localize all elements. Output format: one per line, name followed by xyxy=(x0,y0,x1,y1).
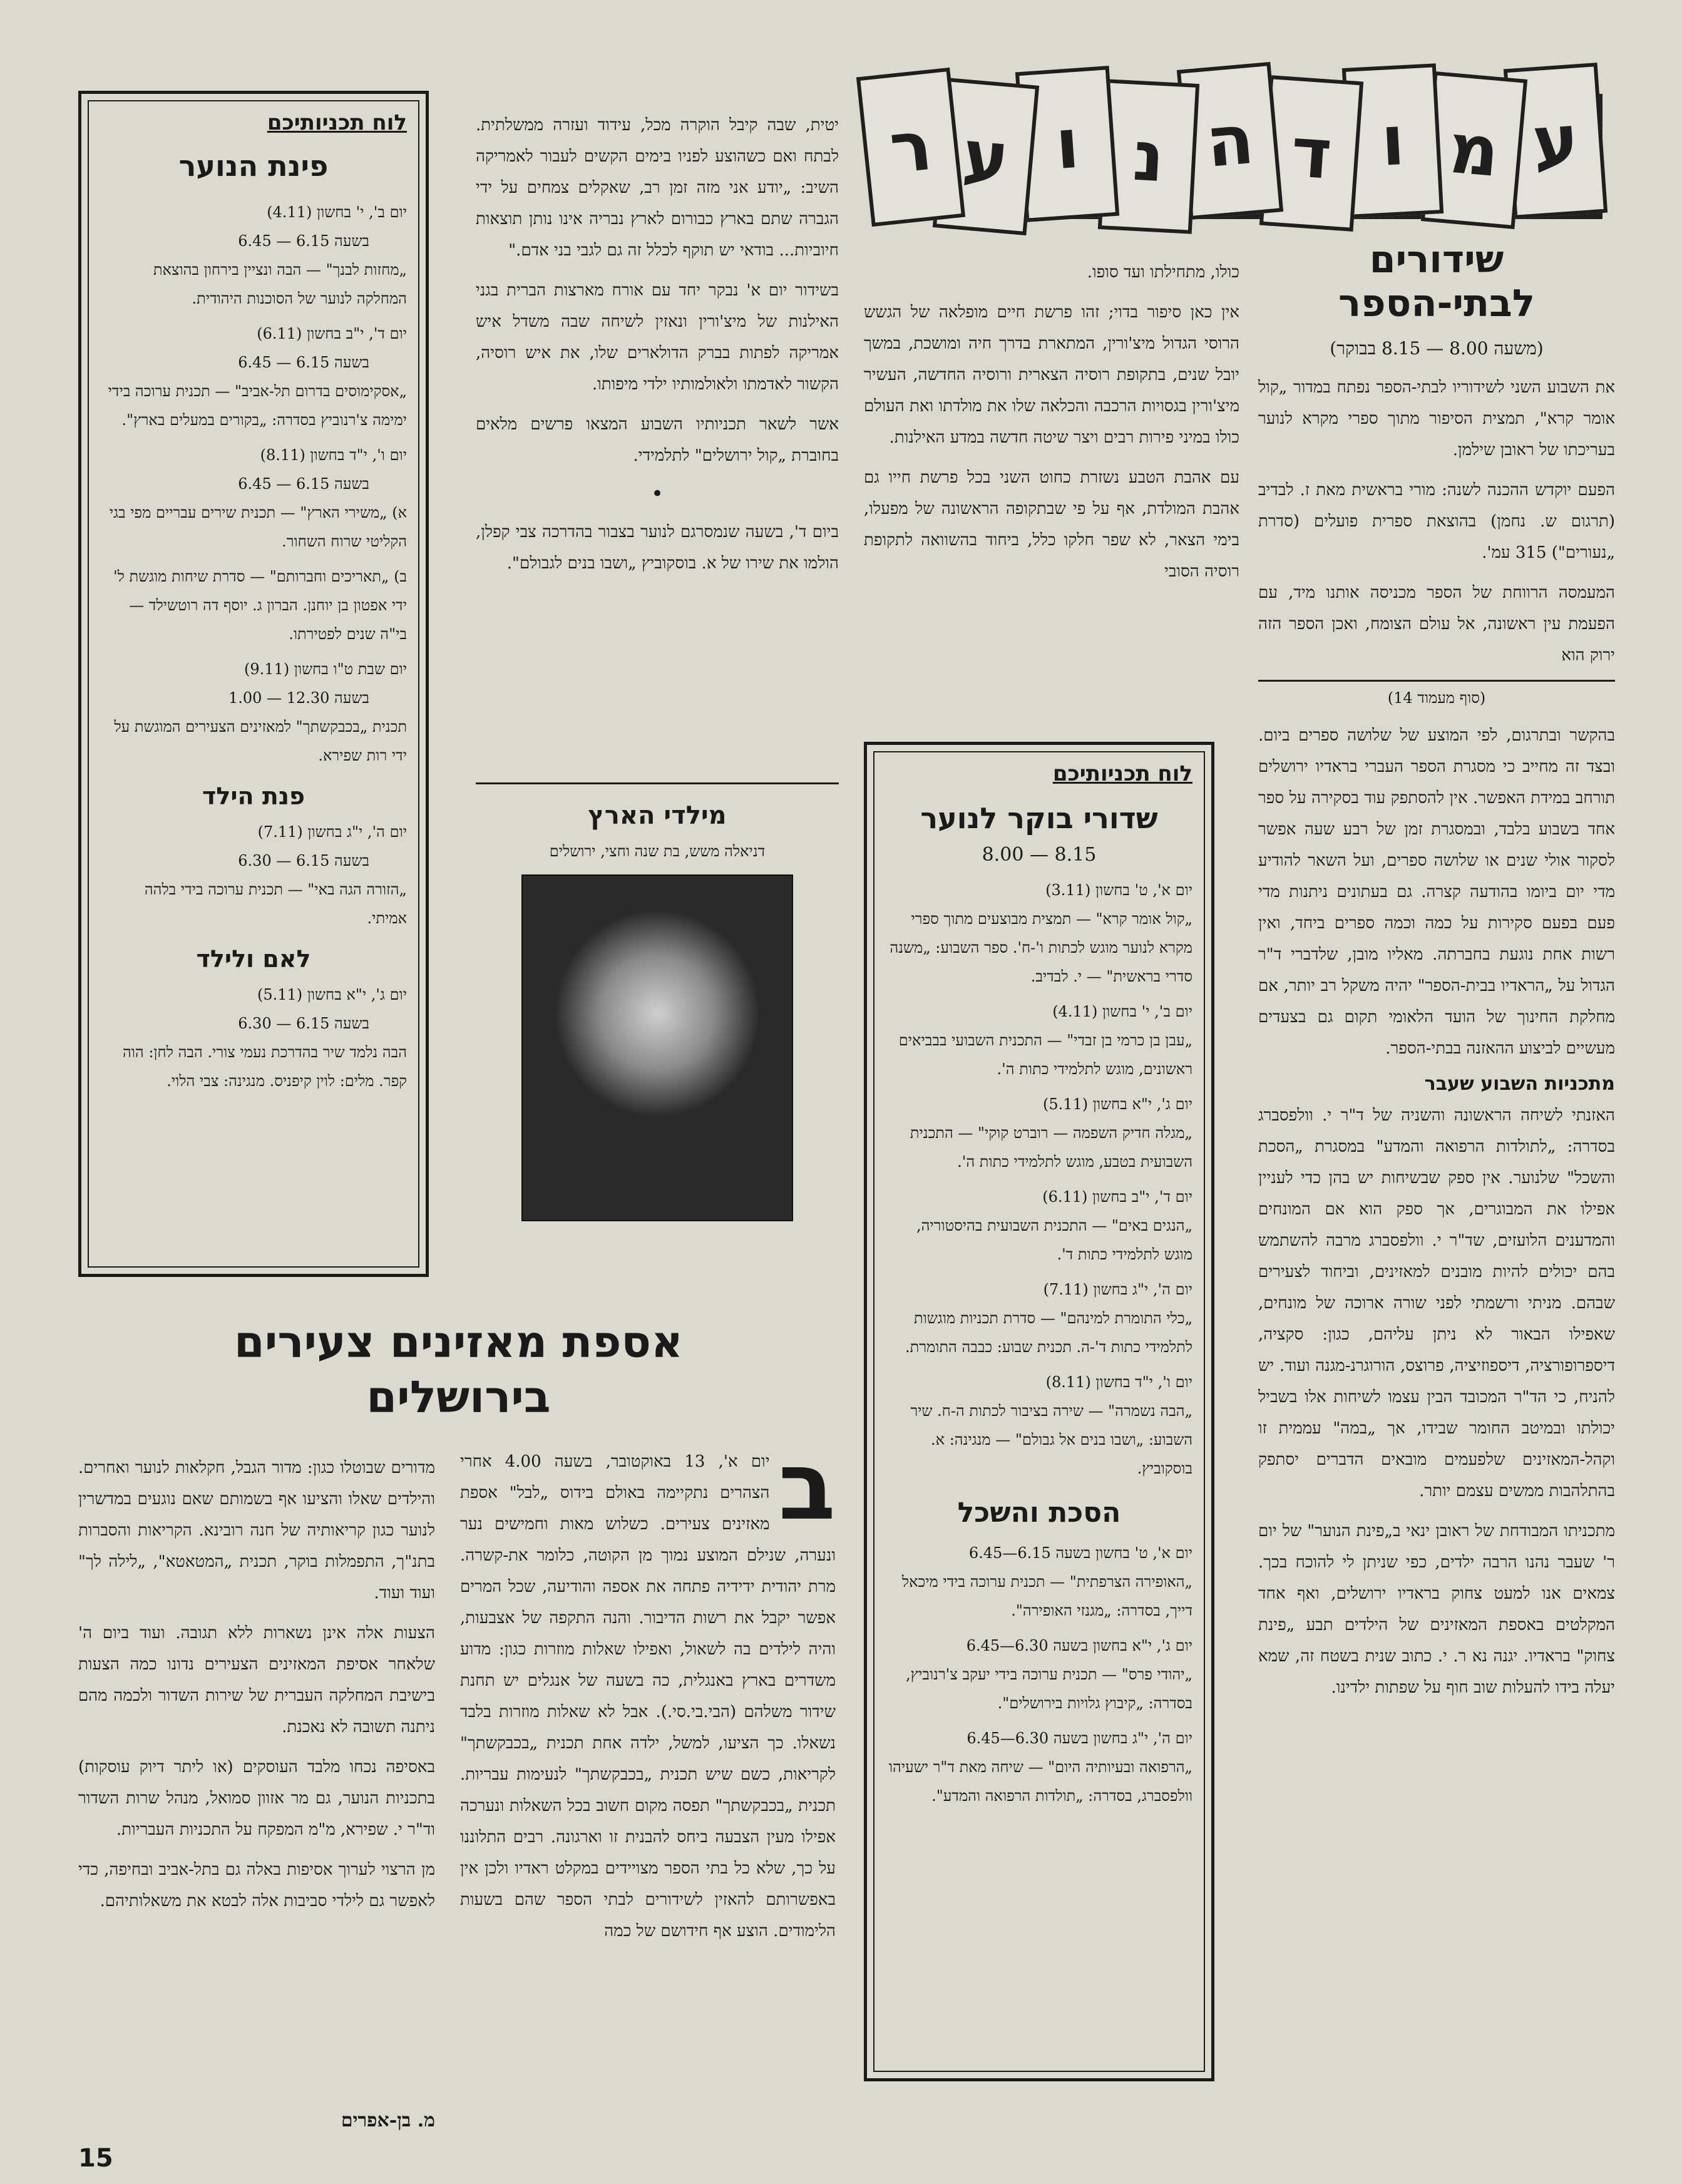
child-corner-title: פנת הילד xyxy=(202,782,305,810)
entry-text: „קול אומר קרא" — תמצית מבוצעים מתוך ספרי מקרא לנוער מוגש לכתות ו'-ח'. ספר השבוע: „משנה סדרי בראשית" — י. לבדיב. xyxy=(890,910,1192,985)
entry-text: תכנית „בכבקשתך" למאזינים הצעירים המוגשת על ידי רות שפירא. xyxy=(114,718,407,764)
entry-time: בשעה 6.15 — 6.45 xyxy=(238,354,369,371)
entry-text: „אסקימוסים בדרום תל-אביב" — תכנית ערוכה בידי ימימה צ'רנוביץ בסדרה: „בקורים במעלים בארץ". xyxy=(108,382,407,429)
program-entry xyxy=(100,818,407,933)
assembly-article-col1 xyxy=(460,1446,836,2122)
children-heading: מילדי הארץ xyxy=(588,801,727,830)
entry-date: יום ה', י"ג בחשון (7.11) xyxy=(1043,1281,1192,1298)
program-entry xyxy=(100,980,407,1095)
school-broadcasts-column xyxy=(1258,232,1615,2097)
entry-text: „הזורה הגה באי" — תכנית ערוכה בידי בלהה אמיתי. xyxy=(144,881,407,927)
entry-date: יום א', ט' בחשון בשעה 6.15—6.45 xyxy=(968,1544,1192,1562)
paragraph: בשידור יום א' נבקר יחד עם אורח מארצות הברית בגני האילנות של מיצ'ורין ונאזין לשיחה שבה משדל איש אמריקה לפתות בברק הדולארים שלו, את איש רוסיה, הקשור לאדמתו ולאולמותיו ילדי מיפותו. xyxy=(476,281,839,394)
program-entry xyxy=(886,1724,1192,1810)
book-review-continued xyxy=(864,257,1239,732)
entry-text: „האופירה הצרפתית" — תכנית ערוכה בידי מיכאל דייך, בסדרה: „מגנזי האופירה". xyxy=(901,1573,1192,1619)
author-signature: מ. בן-אפרים xyxy=(341,2110,435,2131)
entry-time: בשעה 6.15 — 6.30 xyxy=(238,852,369,869)
entry-date: יום ה', י"ג בחשון (7.11) xyxy=(257,823,407,841)
entry-time: בשעה 6.15 — 6.45 xyxy=(238,232,369,250)
entry-text: „מגלה חדיק השפמה — רוברט קוקי" — התכנית השבועית בטבע, מוגש לתלמידי כתות ה'. xyxy=(910,1124,1192,1171)
program-entry xyxy=(100,319,407,434)
program-entry xyxy=(100,441,407,556)
entry-text: הבה נלמד שיר בהדרכת נעמי צורי. הבה לחן: הוה קפר. מלים: לוין קיפניס. מנגינה: צבי הלוי. xyxy=(122,1043,407,1090)
entry-text: „הנגים באים" — התכנית השבועית בהיסטוריה, מוגש לתלמידי כתות ד'. xyxy=(916,1217,1192,1263)
entry-time: בשעה 6.15 — 6.30 xyxy=(238,1015,369,1032)
box-header: לוח תכניותיכם xyxy=(267,110,407,135)
banner-letter: נ xyxy=(1098,79,1199,234)
entry-date: יום ד', י"ב בחשון (6.11) xyxy=(257,325,407,342)
youth-corner-title: פינת הנוער xyxy=(178,149,329,183)
drop-cap: ב xyxy=(778,1446,836,1541)
entry-text: „הבה נשמרה" — שירה בציבור לכתות ה-ח. שיר השבוע: „ושבו בנים אל גבולם" — מנגינה: א. בוסקוביץ. xyxy=(910,1402,1192,1477)
photo-caption: דניאלה משש, בת שנה וחצי, ירושלים xyxy=(549,843,766,860)
youth-corner-box xyxy=(78,91,429,1277)
paragraph: אין כאן סיפור בדוי; זהו פרשת חיים מופלאה של הגשש הרוסי הגדול מיצ'ורין, המתארת בדרך חיה ומושכת, במשך יובל שנים, בתקופת רוסיה הצארית ורוסיה החדשה, העשיר מיצ'ורין בגסויות הרכבה והכלאה שלו את מולדתו ואת העולם כולו במיני פירות רבים ויצר שיטה חדשה במדע האילנות. xyxy=(864,303,1239,447)
entry-date: יום ו', י"ד בחשון (8.11) xyxy=(260,446,407,464)
banner-letter: ר xyxy=(856,68,965,227)
michurin-article-column xyxy=(476,110,839,767)
bullet-separator: • xyxy=(650,481,664,506)
entry-date: יום א', ט' בחשון (3.11) xyxy=(1045,881,1192,899)
entry-date: יום ג', י"א בחשון (5.11) xyxy=(1042,1095,1192,1113)
entry-text: ב) „תאריכים וחברותם" — סדרת שיחות מוגשת ל' ידי אפטון בן יוחנן. הברון ג. יוסף דה רוטשילד — בי"ה שנים לפטירתו. xyxy=(113,568,407,643)
paragraph: הצעות אלה אינן נשארות ללא תגובה. ועוד ביום ה' שלאחר אסיפת המאזינים הצעירים נדונו כמה הצעות בישיבת המחלקה העברית של שירות השדור ולכמה מהם ניתנה תשובה לא נאכנת. xyxy=(78,1624,435,1736)
entry-date: יום ה', י"ג בחשון בשעה 6.30—6.45 xyxy=(967,1730,1192,1747)
morning-box-time: 8.00 — 8.15 xyxy=(982,844,1097,866)
children-of-the-land-section xyxy=(476,795,839,1271)
program-entry xyxy=(886,1275,1192,1361)
entry-text: „הרפואה ובעיותיה היום" — שיחה מאת ד"ר ישעיהו וולפסברג, בסדרה: „תולדות הרפואה והמדע". xyxy=(888,1758,1192,1805)
program-entry xyxy=(886,997,1192,1084)
entry-date: יום ג', י"א בחשון (5.11) xyxy=(257,986,407,1003)
paragraph: כולו, מתחילתו ועד סופו. xyxy=(1087,263,1239,282)
paragraph: בהקשר ובתרגום, לפי המוצע של שלושה ספרים ביום. ובצד זה מחייב כי מסגרת הספר העברי בראדיו ירושלים תורחב במידת האפשר. אין להסתפק עוד בסקירה על ספר אחד בשבוע בלבד, ובמסגרת זמן של רבע שעה אפשר לסקור אולי שנים או שלושה ספרים, ועל השאר להודיע מדי יום ביומו בהודעה קצרה. גם בעתונים ניתנות מדי פעם בפעם סקירות על כמה וכמה ספרים ביחד, ואין רשות אחת נוגעת בחברתה. מאליו מובן, שלדברי ד"ר הגדול על „הראדיו בבית-הספר" יהיה משקל רב יותר, אם מחלקת החינוך של הועד הלאומי תקום גם בצעדים מעשיים לביצוע ההאזנה בבתי-הספר. xyxy=(1258,726,1615,1058)
paragraph: אשר לשאר תכניותיו השבוע המצאו פרשים מלאים בחוברת „קול ירושלים" לתלמידי. xyxy=(476,415,839,465)
program-entry xyxy=(100,198,407,313)
entry-date: יום ב', י' בחשון (4.11) xyxy=(1052,1003,1192,1020)
program-entry xyxy=(886,876,1192,991)
program-entry xyxy=(100,655,407,770)
child-photo xyxy=(521,874,793,1221)
entry-time: בשעה 6.15 — 6.45 xyxy=(238,475,369,493)
entry-text: „יהודי פרס" — תכנית ערוכה בידי יעקב צ'רנוביץ, בסדרה: „קיבוץ גלויות בירושלים". xyxy=(906,1666,1192,1712)
listen-and-learn-title: הסכת והשכל xyxy=(957,1497,1121,1529)
continued-note: (סוף מעמוד 14) xyxy=(1387,689,1486,707)
paragraph: באסיפה נכחו מלבד העוסקים (או ליתר דיוק עוסקות) בתכניות הנוער, גם מר אזוון סמואל, מנהל שרות השדור וד"ר י. שפירא, מ"מ המפקח על התכניות העבריות. xyxy=(78,1758,435,1839)
entry-date: יום ג', י"א בחשון בשעה 6.30—6.45 xyxy=(966,1637,1192,1654)
school-broadcasts-time: (משעה 8.00 — 8.15 בבוקר) xyxy=(1330,338,1544,359)
entry-date: יום ד', י"ב בחשון (6.11) xyxy=(1042,1188,1192,1206)
banner-letter: ו xyxy=(1342,63,1444,218)
entry-text: א) „משירי הארץ" — תכנית שירים עבריים מפי בגי הקליטי שרוח השחור. xyxy=(109,504,407,550)
divider xyxy=(1258,680,1615,682)
morning-broadcasts-box xyxy=(864,742,1214,2081)
paragraph: מדורים שבוטלו כגון: מדור הגבל, חקלאות לנוער ואחרים. והילדים שאלו והציעו אף בשמותם שאם נוגעים במדשרין לנוער כגון קריאותיה של חנה רובינא. הקריאות והסברות בתנ"ך, התפמלות בוקר, תכנית „המטאטא", „לילה לך" ועוד ועוד. xyxy=(78,1459,435,1602)
school-broadcasts-title: שידורים לבתי-הספר xyxy=(1338,238,1536,326)
page-number: 15 xyxy=(78,2144,113,2173)
entry-text: „כלי התומרת למינהם" — סדרת תכניות מוגשות לתלמידי כתות ד'-ה. תכנית שבוע: כבבה התומרת. xyxy=(905,1310,1192,1356)
banner-books xyxy=(858,66,1609,241)
paragraph: מן הרצוי לערוך אסיפות באלה גם בתל-אביב ובחיפה, כדי לאפשר גם לילדי סביבות אלה לבטא את משאלותיהם. xyxy=(78,1860,435,1910)
entry-text: „עבן בן כרמי בן זבדי" — התכנית השבועי בבביאים ראשונים, מוגש לתלמידי כתות ה'. xyxy=(898,1032,1192,1078)
paragraph: מתכניתו המבודחת של ראובן ינאי ב„פינת הנוער" של יום ר' שעבר נהנו הרבה ילדים, כפי שניתן לי להוכח בכך. צמאים אנו למעט צחוק בראדיו ירושלים, ואף אחד המקלטים באספת המאזינים של הילדים תבע „פינת צחוק" בראדיו. יגנה נא ר. י. כתוב שנית בשטח זה, שמא יעלה בידו להעלות שוב חוף על שפתות ילדינו. xyxy=(1258,1522,1615,1697)
paragraph: עם אהבת הטבע נשזרת כחוט השני בכל פרשת חייו גם אהבת המולדת, אף על פי שבתקופה הראשונה של מפעלו, בימי הצאר, לא שפר חלקו כלל, ביחוד בהשוואה לתקופת רוסיה הסובי xyxy=(864,468,1239,581)
program-entry xyxy=(886,1631,1192,1718)
paragraph: יטית, שבה קיבל הוקרה מכל, עידוד ועזרה ממשלתית. לבתח ואם כשהוצע לפניו בימים הקשים לעבור לאמריקה השיב: „יודע אני מזה זמן רב, שאקלים צמחים על ידי הגברה שתם בארץ כבורום לארץ נבריה אינו נותן תוצאות חיוביות... בודאי יש תוקף לכלל זה גם לגבי בני אדם." xyxy=(476,116,839,260)
paragraph: האזנתי לשיחה הראשונה והשניה של ד"ר י. וולפסברג בסדרה: „לתולדות הרפואה והמדע" במסגרת „הסכת והשכל" שלנוער. אין ספק שבשיחות יש בהן כדי לעניין אפילו את המבוגרים, אך ספק הוא אם המונחים והמדענים הלועזים, שד"ר י. וולפסברג מרבה להשתמש בהם יכולים להיות מובנים למאזינים, וביחוד לצעירים שבהם. מניתי ורשמתי לפני שורה ארוכה של מונחים, שאפילו הבאור לא ניתן עליהם, כגון: סקציה, דיספרופורציה, דיספוזיציה, פרוצס, הורוגרנ-מגנה ועוד. יש להניח, כי הד"ר המכובד הבין עצמו לשיחות אלו בשביל יכולתו ובמיטב החומר שבידו, אך „במה" עממית זו וקהל-המאזינים שלפעמים מובאים הדברים יסתפק בהתלהבות ממשים עצמם יותר. xyxy=(1258,1106,1615,1500)
program-entry xyxy=(886,1090,1192,1176)
paragraph: יום א', 13 באוקטובר, בשעה 4.00 אחרי הצהרים נתקיימה באולם בידוס „לבל" אספת מאזינים צעירים. כשלוש מאות וחמישים נער ונערה, שנילם המוצע נמוך מן הקוטה, כלומר את-קשרה. מרת יהודית ידידיה פתחה את אספה והודיעה, שכל המרים אפשר יקבל את רשות הדיבור. והנה התקפה של אצבעות, והיה לילדים בה לשאול, ואפילו שאלות מוזרות כגון: מדוע משדרים בארץ באנגלית, כה בשעה של אנגלים יש תחנת שידור משלהם (הבי.בי.סי.). אבל לא שאלות מוזרות בלבד נשאלו. כך הציעו, למשל, ילדה אחת תכנית „בכבקשתך" לקריאות, כשם שיש תכנית „בכבקשתך" לנעימות עבריות. תכנית „בכבקשתך" תפסה מקום חשוב בכל השאלות ונערכה אפילו מעין הצבעה ביחס להבנית זו וארגונה. רבים התלוננו על כך, שלא כל בתי הספר מצויידים במקלט ראדיו ולכן אין באפשרותם להאזין לשידורים לבתי הספר שהם בשעות הלימודים. הוצע אף חידושם של כמה xyxy=(460,1452,836,1940)
last-week-subheading: מתכניות השבוע שעבר xyxy=(1424,1073,1615,1095)
entry-date: יום שבת ט"ו בחשון (9.11) xyxy=(244,660,407,678)
assembly-headline-line1: אספת מאזינים צעירים xyxy=(234,1316,683,1368)
banner-letter: ד xyxy=(1259,75,1363,232)
entry-text: „מחזות לבנך" — הבה ונציין בירחון בהוצאת המחלקה לנוער של הסוכנות היהודית. xyxy=(153,261,407,307)
banner-letter: ה xyxy=(1177,62,1283,220)
paragraph: המעמסה הרווחת של הספר מכניסה אותנו מיד, עם הפעמת עין ראשונה, אל עולם הצומח, ואכן הספר הזה ירוק הוא xyxy=(1258,583,1615,665)
paragraph: ביום ד', בשעה שנמסרגם לנוער בצבור בהדרכה צבי קפלן, הולמו את שירו של א. בוסקוביץ „ושבו בנים לגבולם". xyxy=(476,523,839,573)
banner-letter: ו xyxy=(1015,66,1119,222)
banner-letter: ע xyxy=(933,78,1039,235)
paragraph: את השבוע השני לשידוריו לבתי-הספר נפתח במדור „קול אומר קרא", תמצית הסיפור מתוך ספרי מקרא לנוער בעריכתו של ראובן שילמן. xyxy=(1258,378,1615,459)
assembly-article-col2 xyxy=(78,1452,435,2084)
box-header: לוח תכניותיכם xyxy=(1052,761,1192,786)
paragraph: הפעם יוקדש ההכנה לשנה: מורי בראשית מאת ז. לבדיב (תרגום ש. נחמן) בהוצאת ספרית פועלים (סדרת „נעורים") 315 עמ'. xyxy=(1258,481,1615,562)
program-entry xyxy=(886,1539,1192,1625)
program-entry xyxy=(100,562,407,649)
entry-date: יום ב', י' בחשון (4.11) xyxy=(267,203,407,221)
banner-letter: מ xyxy=(1421,71,1527,229)
mother-child-title: לאם ולילד xyxy=(196,945,311,973)
banner-letter: ע xyxy=(1504,63,1608,219)
entry-time: בשעה 12.30 — 1.00 xyxy=(228,689,369,707)
program-entry xyxy=(886,1368,1192,1483)
program-entry xyxy=(886,1182,1192,1269)
entry-date: יום ו', י"ד בחשון (8.11) xyxy=(1045,1373,1192,1391)
divider xyxy=(476,782,839,784)
assembly-headline xyxy=(78,1315,839,1425)
assembly-headline-line2: בירושלים xyxy=(366,1371,551,1423)
morning-box-title: שדורי בוקר לנוער xyxy=(920,801,1158,835)
